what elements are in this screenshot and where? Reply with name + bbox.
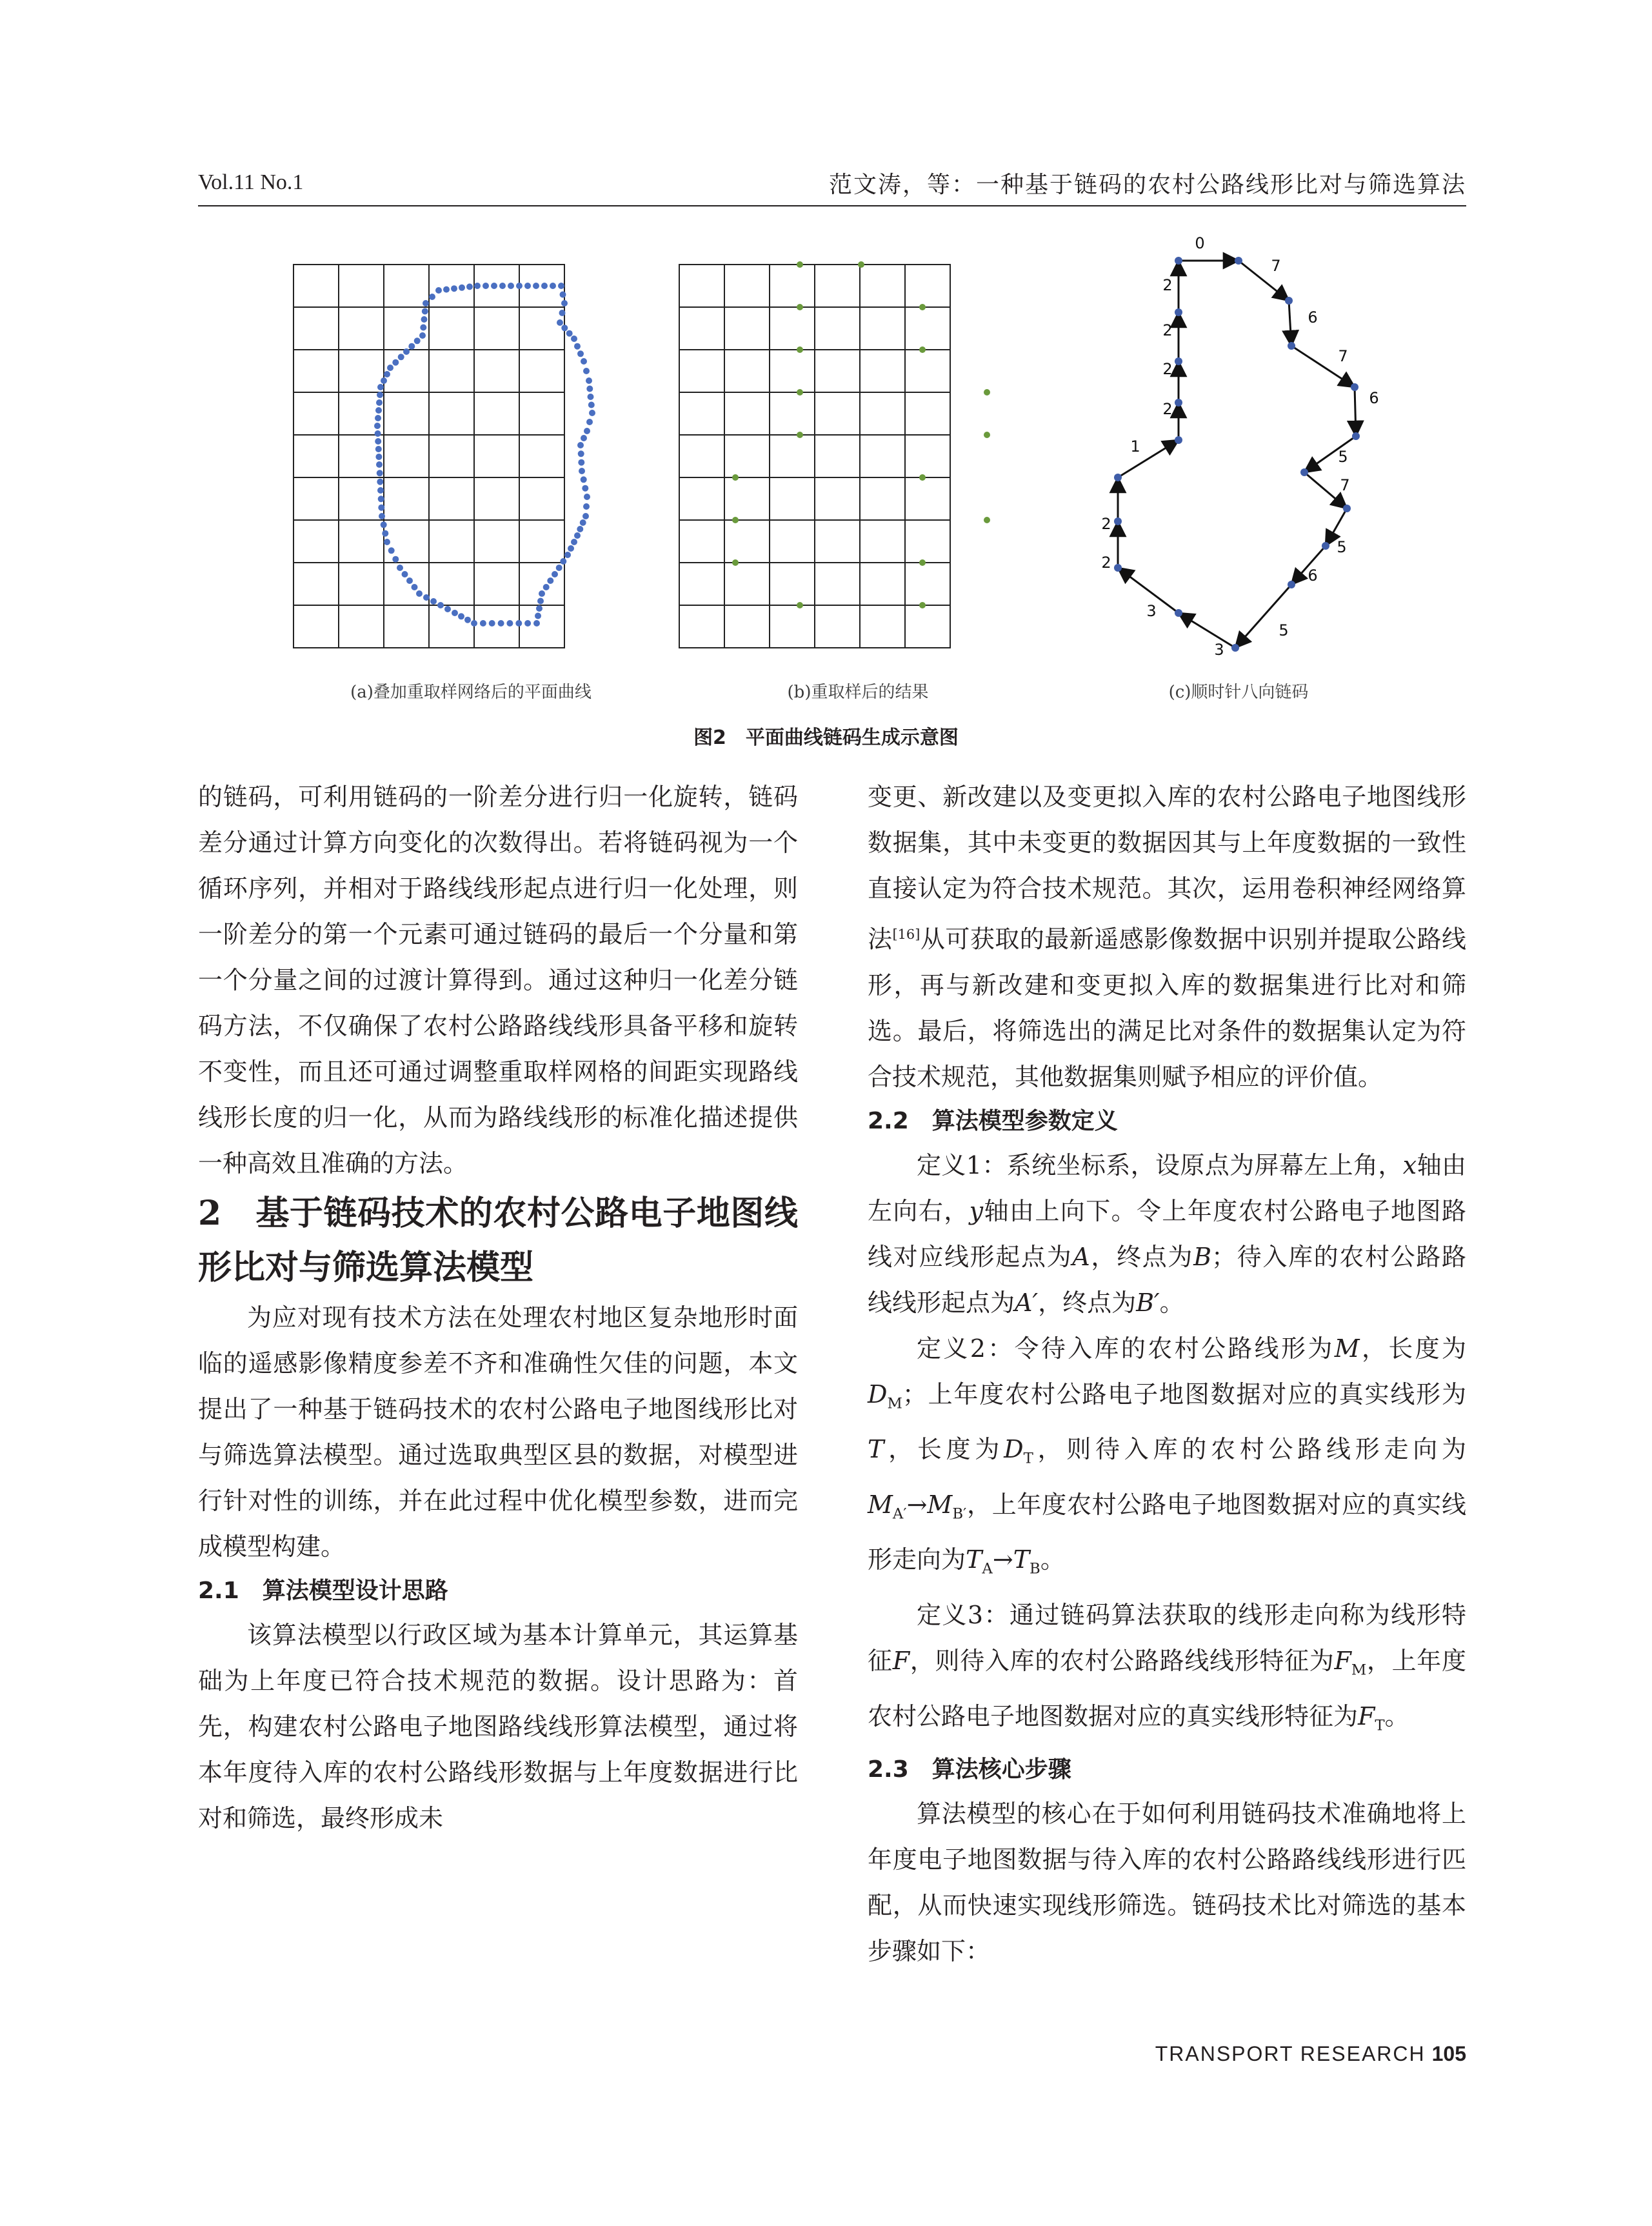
curve-dot	[408, 343, 415, 350]
curve-dot	[515, 620, 522, 627]
curve-dot	[556, 565, 562, 571]
chain-segment	[1179, 613, 1235, 648]
resampled-point	[984, 389, 990, 396]
curve-dot	[377, 392, 383, 398]
curve-dot	[429, 294, 435, 300]
curve-dot	[422, 308, 428, 315]
curve-dot	[524, 283, 531, 289]
curve-dot	[443, 286, 450, 293]
definition-2: 定义2：令待入库的农村公路线形为M，长度为$D_M$；上年度农村公路电子地图数据对应的真实线形为T，长度为$D_T$，则待入库的农村公路线形走向为$M_{A'}\to M_{B'}$，上年度农村公路电子地图数据对应的真实线形走向为$T_A\to T_B$。	[868, 1334, 1466, 1578]
chain-segment	[1304, 436, 1356, 472]
curve-dot	[558, 283, 564, 289]
resampled-point	[797, 346, 803, 353]
chain-code-label: 5	[1338, 448, 1348, 466]
running-title: 范文涛，等：一种基于链码的农村公路线形比对与筛选算法	[828, 172, 1466, 198]
chain-node	[1175, 257, 1182, 265]
curve-dot	[382, 530, 388, 537]
chain-node	[1114, 564, 1122, 572]
curve-dot	[419, 332, 426, 339]
curve-dot	[397, 565, 403, 571]
resampled-point	[919, 559, 926, 566]
chain-code-label: 0	[1195, 234, 1205, 252]
curve-dot	[437, 602, 444, 608]
curve-dot	[524, 620, 531, 627]
chain-node	[1114, 474, 1122, 481]
chain-segment	[1239, 261, 1289, 301]
curve-dot	[381, 377, 387, 384]
chain-code-label: 3	[1146, 602, 1157, 620]
curve-dot	[581, 358, 587, 365]
curve-dot	[421, 316, 428, 323]
curve-dot	[577, 442, 584, 448]
chain-node	[1351, 383, 1358, 391]
curve-dot	[377, 479, 383, 485]
curve-dot	[377, 470, 383, 476]
curve-dot	[577, 526, 583, 532]
curve-dot	[577, 350, 584, 357]
resampled-point	[984, 517, 990, 523]
curve-dot	[506, 620, 513, 627]
chain-code-label: 6	[1308, 567, 1318, 585]
curve-dot	[588, 402, 595, 408]
curve-dot	[566, 330, 573, 337]
page-footer	[1155, 2042, 1466, 2066]
curve-dot	[378, 505, 384, 511]
curve-dot	[392, 359, 399, 366]
curve-dot	[474, 283, 481, 289]
curve-dot	[403, 348, 410, 355]
resampled-point	[732, 517, 739, 523]
curve-dot	[568, 545, 574, 552]
journal-volume: Vol.11 No.1	[198, 170, 304, 194]
curve-dot	[483, 283, 489, 289]
curve-dot	[581, 476, 587, 483]
curve-dot	[420, 325, 426, 331]
curve-dot	[550, 283, 556, 289]
curve-dot	[378, 496, 384, 502]
curve-dot	[571, 336, 577, 342]
chain-code-diagram	[1101, 234, 1378, 659]
curve-dot	[539, 590, 545, 597]
chain-node	[1300, 468, 1308, 476]
chain-node	[1175, 436, 1182, 444]
curve-dot	[584, 494, 590, 500]
chain-segment	[1355, 387, 1356, 436]
curve-dot	[430, 598, 437, 605]
curve-dot	[375, 454, 382, 460]
chain-node	[1288, 342, 1295, 350]
chain-node	[1285, 297, 1293, 305]
curve-dot	[423, 594, 430, 601]
figure-title: 图2 平面曲线链码生成示意图	[693, 727, 959, 749]
chain-node	[1231, 644, 1239, 652]
curve-dot	[543, 584, 550, 590]
curve-dot	[466, 283, 473, 290]
curve-dot	[374, 423, 381, 429]
curve-dot	[375, 430, 381, 437]
definition-3: 定义3：通过链码算法获取的线形走向称为线形特征F，则待入库的农村公路路线线形特征为$F_M$，上年度农村公路电子地图数据对应的真实线形特征为$F_T$。	[868, 1601, 1466, 1734]
curve-dot	[458, 613, 464, 619]
chain-code-label: 2	[1101, 554, 1111, 572]
chain-node	[1114, 517, 1122, 525]
curve-dot	[582, 485, 588, 492]
curve-dot	[508, 283, 514, 289]
curve-dot	[499, 283, 506, 289]
chain-code-label: 2	[1101, 515, 1111, 533]
chain-code-label: 2	[1162, 276, 1173, 294]
chain-segment	[1289, 301, 1291, 346]
curve-dot	[384, 539, 390, 545]
curve-dot	[489, 620, 495, 627]
curve-dot	[375, 415, 381, 421]
page-number: 105	[1431, 2042, 1466, 2065]
curve-dot	[412, 584, 418, 590]
chain-node	[1343, 505, 1351, 512]
curve-dot	[578, 450, 584, 457]
curve-dot	[588, 394, 594, 400]
curve-dot	[560, 292, 566, 298]
chain-code-label: 6	[1308, 308, 1318, 326]
curve-dot	[387, 365, 393, 371]
curve-dot	[589, 410, 595, 416]
chain-segment	[1118, 440, 1179, 477]
curve-dot	[480, 620, 486, 627]
caption-b: (b)重取样后的结果	[787, 683, 929, 702]
curve-dot	[533, 283, 539, 289]
curve-dot	[377, 384, 384, 390]
chain-code-label: 7	[1340, 476, 1350, 494]
curve-dot	[582, 513, 589, 519]
curve-dot	[414, 337, 421, 344]
curve-dot	[402, 571, 408, 577]
curve-dot	[541, 283, 548, 289]
subsection-heading: 2.1 算法模型设计思路	[198, 1578, 448, 1604]
chain-node	[1175, 357, 1182, 365]
chain-node	[1352, 432, 1360, 440]
curve-dot	[375, 407, 382, 414]
chain-code-label: 2	[1162, 400, 1173, 418]
chain-code-label: 1	[1130, 437, 1140, 456]
curve-dot	[435, 287, 442, 294]
curve-dot	[459, 285, 465, 291]
resampled-point	[919, 346, 926, 353]
chain-node	[1175, 609, 1182, 617]
paragraph: 算法模型的核心在于如何利用链码技术准确地将上年度电子地图数据与待入库的农村公路路线线形进行匹配，从而快速实现线形筛选。链码技术比对筛选的基本步骤如下：	[868, 1800, 1466, 1966]
resampled-point	[797, 432, 803, 438]
curve-dot	[583, 503, 590, 510]
resampled-point	[919, 304, 926, 310]
definition-1: 定义1：系统坐标系，设原点为屏幕左上角，x轴由左向右，y轴由上向下。令上年度农村公路电子地图路线对应线形起点为A，终点为B；待入库的农村公路路线线形起点为A′，终点为B′。	[868, 1150, 1466, 1317]
curve-dot	[560, 558, 566, 565]
curve-dot	[536, 605, 542, 612]
curve-dot	[451, 285, 457, 292]
subsection-heading: 2.3 算法核心步骤	[868, 1756, 1071, 1783]
curve-dot	[398, 354, 404, 360]
curve-dot	[375, 438, 381, 445]
paragraph: 变更、新改建以及变更拟入库的农村公路电子地图线形数据集，其中未变更的数据因其与上年度数据的一致性直接认定为符合技术规范。其次，运用卷积神经网络算法[16]从可获取的最新遥感影像数据中识别并提取公路线形，再与新改建和变更拟入库的数据集进行比对和筛选。最后，将筛选出的满足比对条件的数据集认定为符合技术规范，其他数据集则赋予相应的评价值。	[868, 783, 1466, 1091]
curve-dot	[583, 368, 590, 374]
resampled-point	[919, 602, 926, 608]
curve-dot	[416, 590, 423, 597]
curve-dot	[376, 461, 383, 468]
resampled-point	[984, 432, 990, 438]
curve-dot	[491, 283, 497, 289]
curve-dot	[581, 435, 587, 441]
curve-dot	[375, 446, 382, 452]
curve-dot	[564, 552, 571, 558]
curve-dot	[579, 468, 585, 474]
curve-dot	[559, 310, 566, 316]
resampled-point	[919, 474, 926, 481]
resampled-point	[732, 474, 739, 481]
curve-dot	[561, 300, 568, 306]
right-column	[868, 774, 1466, 1974]
curve-dot	[471, 620, 477, 627]
curve-dot	[464, 617, 471, 623]
curve-dot	[516, 283, 522, 289]
curve-dot	[537, 598, 544, 605]
chain-code-label: 6	[1369, 389, 1379, 407]
resampled-curve-dots	[374, 283, 595, 627]
curve-dot	[574, 343, 581, 350]
grid-b	[679, 265, 950, 648]
section-heading: 2 基于链码技术的农村公路电子地图线形比对与筛选算法模型	[198, 1194, 798, 1287]
paragraph: 该算法模型以行政区域为基本计算单元，其运算基础为上年度已符合技术规范的数据。设计思路为：首先，构建农村公路电子地图路线线形算法模型，通过将本年度待入库的农村公路线形数据与上年度数据进行比对和筛选，最终形成未	[198, 1621, 798, 1832]
resampled-point	[797, 304, 803, 310]
curve-dot	[498, 620, 504, 627]
resampled-point	[858, 261, 864, 268]
grid-a	[294, 265, 564, 648]
curve-dot	[547, 577, 553, 584]
curve-dot	[580, 519, 586, 526]
curve-dot	[406, 577, 413, 584]
caption-c: (c)顺时针八向链码	[1168, 683, 1309, 702]
curve-dot	[586, 386, 593, 392]
curve-dot	[384, 371, 390, 377]
chain-node	[1235, 257, 1242, 265]
curve-dot	[574, 532, 581, 539]
chain-code-label: 5	[1337, 538, 1347, 556]
curve-dot	[561, 325, 568, 331]
curve-dot	[533, 620, 540, 627]
curve-dot	[444, 606, 451, 612]
curve-dot	[535, 613, 541, 619]
chain-node	[1322, 542, 1329, 550]
curve-dot	[423, 300, 429, 306]
curve-dot	[552, 571, 558, 577]
left-column	[198, 774, 798, 1841]
chain-code-label: 7	[1338, 347, 1348, 365]
curve-dot	[381, 521, 387, 528]
chain-node	[1288, 581, 1295, 588]
curve-dot	[452, 610, 458, 616]
curve-dot	[571, 539, 577, 545]
chain-code-label: 3	[1214, 641, 1224, 659]
paragraph: 为应对现有技术方法在处理农村地区复杂地形时面临的遥感影像精度参差不齐和准确性欠佳的问题，本文提出了一种基于链码技术的农村公路电子地图线形比对与筛选算法模型。通过选取典型区县的数据，对模型进行针对性的训练，并在此过程中优化模型参数，进而完成模型构建。	[198, 1303, 798, 1561]
figure-2	[0, 0, 1652, 774]
curve-dot	[586, 419, 593, 425]
chain-code-label: 2	[1162, 360, 1173, 378]
chain-node	[1175, 308, 1182, 316]
caption-a: (a)叠加重取样网络后的平面曲线	[350, 683, 592, 702]
curve-dot	[376, 399, 383, 406]
subsection-heading: 2.2 算法模型参数定义	[868, 1107, 1118, 1134]
resampled-point	[797, 389, 803, 396]
curve-dot	[557, 319, 563, 326]
chain-code-label: 5	[1279, 621, 1289, 639]
curve-dot	[578, 459, 584, 466]
resampled-point	[797, 602, 803, 608]
curve-dot	[586, 377, 592, 384]
curve-dot	[377, 487, 384, 494]
chain-code-label: 7	[1271, 257, 1281, 275]
curve-dot	[392, 556, 399, 563]
resampled-point	[797, 261, 803, 268]
paragraph: 的链码，可利用链码的一阶差分进行归一化旋转，链码差分通过计算方向变化的次数得出。若将链码视为一个循环序列，并相对于路线线形起点进行归一化处理，则一阶差分的第一个元素可通过链码的最后一个分量和第一个分量之间的过渡计算得到。通过这种归一化差分链码方法，不仅确保了农村公路路线线形具备平移和旋转不变性，而且还可通过调整重取样网格的间距实现路线线形长度的归一化，从而为路线线形的标准化描述提供一种高效且准确的方法。	[198, 783, 798, 1178]
curve-dot	[584, 428, 590, 434]
resampled-point	[732, 559, 739, 566]
curve-dot	[379, 513, 385, 519]
chain-node	[1175, 399, 1182, 406]
journal-name: TRANSPORT RESEARCH	[1155, 2042, 1426, 2065]
chain-code-label: 2	[1162, 321, 1173, 339]
curve-dot	[388, 547, 395, 554]
